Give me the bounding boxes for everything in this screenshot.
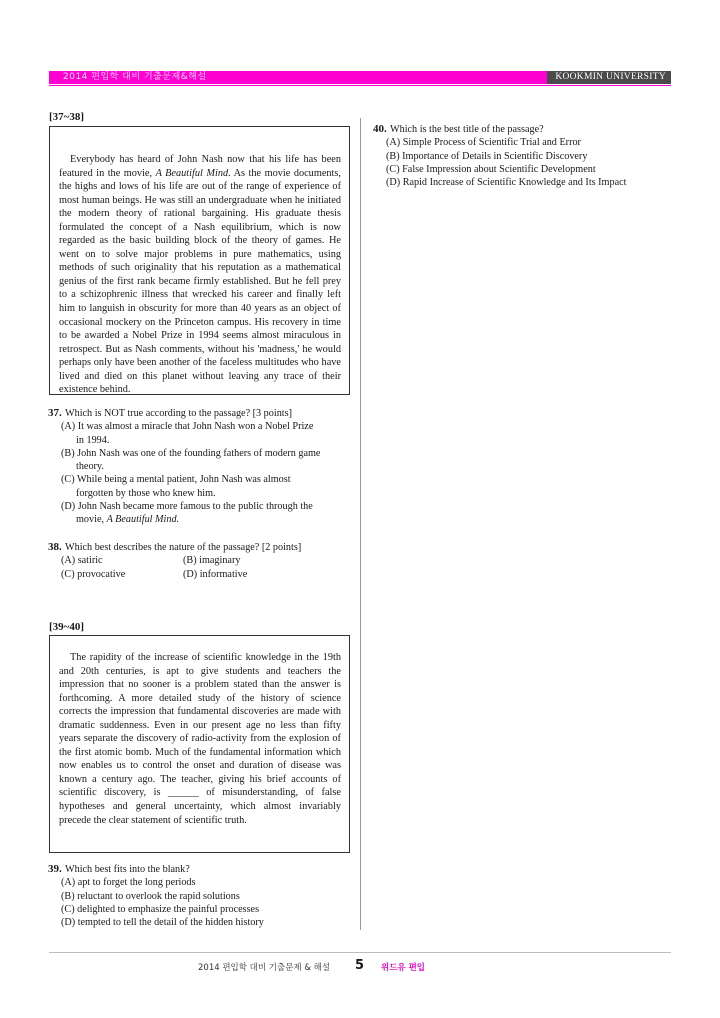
option-40-c[interactable]: (C) False Impression about Scientific Development [386,163,596,175]
question-39 [45,863,350,929]
option-38-c[interactable]: (C) provocative [61,568,126,580]
page-number: 5 [355,958,365,973]
option-37-b[interactable]: (B) John Nash was one of the founding fathers of modern game theory. [61,447,321,473]
section-label-37-38: [37~38] [49,111,85,123]
column-divider [360,118,361,930]
passage-text-39-40: The rapidity of the increase of scientific knowledge in the 19th and 20th centuries, is apt to give students and teachers the impression that no sooner is a problem stated than the answer is forthcoming. A more detailed study of the history of science corrects the impression that fundamental discoveries are made with dramatic suddenness. Even in our present age no less than fifty years separate the discovery of radio-activity from the explosion of the first atomic bomb. Much of the fundamental information which now enables us to control the onset and duration of disease was known a century ago. The teacher, giving his brief accounts of scientific discovery, is ______ of misunderstanding, of false hypotheses and general uncertainty, which almost invariably precede the clear statement of scientific truth. [59,652,341,826]
option-40-d[interactable]: (D) Rapid Increase of Scientific Knowledge and Its Impact [386,177,627,189]
option-39-c[interactable]: (C) delighted to emphasize the painful processes [61,903,260,915]
question-40 [370,123,680,189]
option-39-d[interactable]: (D) tempted to tell the detail of the hidden history [61,917,264,929]
header-university-bar [547,71,671,84]
question-37 [45,407,350,527]
passage-text-37-38: Everybody has heard of John Nash now that his life has been featured in the movie, A Beautiful Mind. As the movie documents, the highs and lows of his life are out of the range of experience of most human beings. He was still an undergraduate when he initiated the modern theory of rational bargaining. His graduate thesis formulated the concept of a Nash equilibrium, which is now regarded as the basic building block of the theory of games. He went on to solve major problems in pure mathematics, using methods of such originality that his reputation as a mathematical genius of the first rank became firmly established. But he fell prey to a schizophrenic illness that wrecked his career and finally left him to languish in obscurity for more than 40 years as an object of occasional mockery on the Princeton campus. His recovery in time to be awarded a Nobel Prize in 1994 seems almost miraculous in retrospect. But as Nash comments, without his 'madness,' he would perhaps only have been another of the faceless multitudes who have lived and died on this planet without leaving any trace of their existence behind. [59,154,341,396]
option-37-a[interactable]: (A) It was almost a miracle that John Nash won a Nobel Prize in 1994. [61,421,314,446]
page-header [49,71,671,84]
footer-title: 2014 편입학 대비 기출문제 & 해설 [198,963,331,973]
question-stem: Which best fits into the blank? [65,864,190,875]
section-label-39-40: [39~40] [49,621,85,633]
option-39-a[interactable]: (A) apt to forget the long periods [61,877,196,889]
question-stem: Which is the best title of the passage? [390,124,544,135]
page-footer [0,960,720,974]
option-37-d[interactable]: (D) John Nash became more famous to the public through the movie, A Beautiful Mind. [61,501,313,526]
header-title-bar [49,71,547,84]
question-stem: Which best describes the nature of the passage? [2 points] [65,542,302,553]
option-40-b[interactable]: (B) Importance of Details in Scientific Discovery [386,150,588,162]
option-38-b[interactable]: (B) imaginary [183,555,241,567]
footer-brand: 위드유 편입 [381,963,426,973]
passage-box-37-38 [49,126,350,395]
header-title: 2014 편입학 대비 기출문제&해설 [63,72,207,82]
header-rule [49,85,671,86]
question-number: 40. [373,123,387,135]
option-37-c[interactable]: (C) While being a mental patient, John Nash was almost forgotten by those who knew him. [61,474,291,499]
question-number: 39. [48,863,62,875]
option-38-d[interactable]: (D) informative [183,568,248,580]
question-number: 37. [48,407,62,419]
movie-title: A Beautiful Mind [155,167,229,179]
question-number: 38. [48,541,62,553]
passage-box-39-40 [49,635,350,853]
header-university: KOOKMIN UNIVERSITY [555,72,666,82]
question-stem: Which is NOT true according to the passage? [3 points] [65,408,292,419]
option-39-b[interactable]: (B) reluctant to overlook the rapid solutions [61,890,240,902]
footer-rule [49,952,671,953]
question-38 [45,541,350,581]
option-38-a[interactable]: (A) satiric [61,555,103,567]
option-40-a[interactable]: (A) Simple Process of Scientific Trial and Error [386,137,581,149]
